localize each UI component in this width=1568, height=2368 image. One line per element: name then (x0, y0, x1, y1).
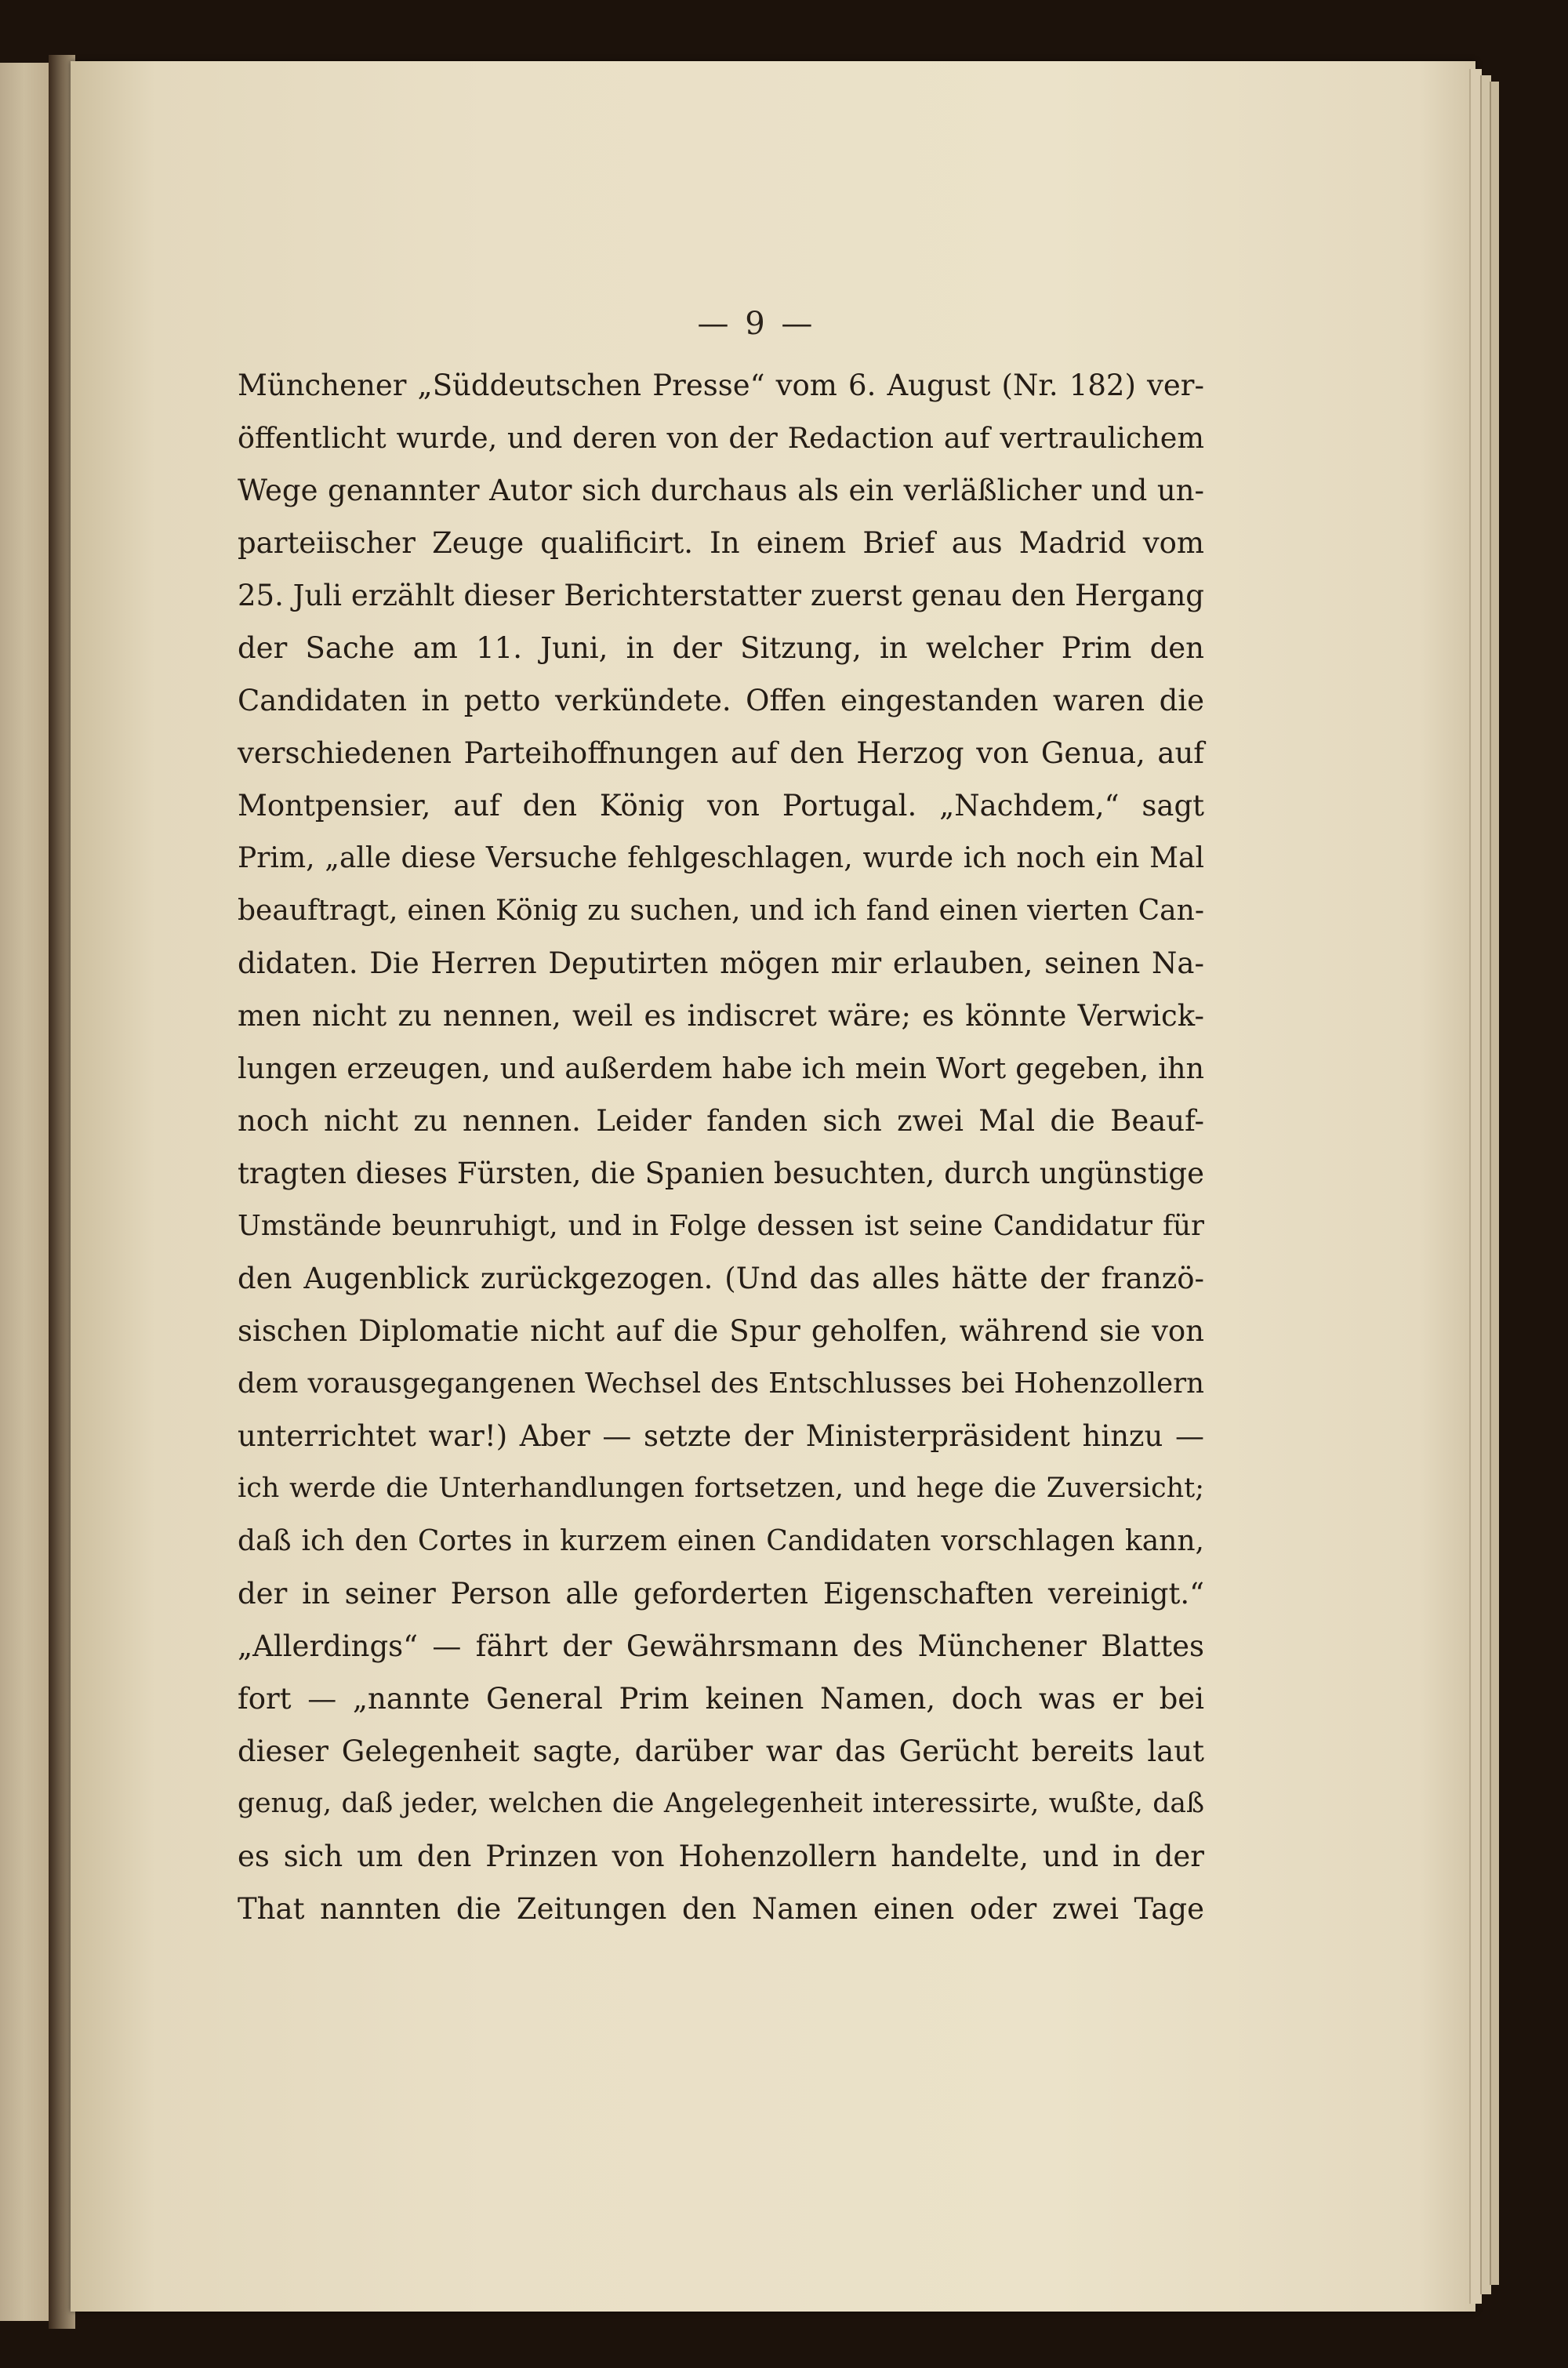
text-line: Wege genannter Autor sich durchaus als ein verläßlicher und un- (238, 474, 1204, 507)
text-line: der in seiner Person alle geforderten Eigenschaften vereinigt.“ (238, 1577, 1204, 1611)
text-line: sischen Diplomatie nicht auf die Spur geholfen, während sie von (238, 1314, 1204, 1348)
text-line: ich werde die Unterhandlungen fortsetzen, und hege die Zuversicht; (238, 1473, 1204, 1504)
text-line: fort — „nannte General Prim keinen Namen, doch was er bei (238, 1682, 1204, 1716)
text-line: parteiischer Zeuge qualificirt. In einem Brief aus Madrid vom (238, 526, 1204, 560)
text-line: unterrichtet war!) Aber — setzte der Ministerpräsident hinzu — (238, 1419, 1204, 1453)
text-line: tragten dieses Fürsten, die Spanien besuchten, durch ungünstige (238, 1157, 1204, 1190)
text-line: didaten. Die Herren Deputirten mögen mir erlauben, seinen Na- (238, 946, 1204, 980)
text-line: genug, daß jeder, welchen die Angelegenheit interessirte, wußte, daß (238, 1788, 1204, 1819)
text-line: daß ich den Cortes in kurzem einen Candidaten vorschlagen kann, (238, 1525, 1204, 1557)
text-line: es sich um den Prinzen von Hohenzollern handelte, und in der (238, 1840, 1204, 1873)
text-line: lungen erzeugen, und außerdem habe ich mein Wort gegeben, ihn (238, 1051, 1204, 1085)
text-line: Montpensier, auf den König von Portugal. „Nachdem,“ sagt (238, 789, 1204, 823)
text-line: verschiedenen Parteihoffnungen auf den Herzog von Genua, auf (238, 736, 1204, 770)
text-line: 25. Juli erzählt dieser Berichterstatter zuerst genau den Hergang (238, 579, 1204, 612)
text-line: That nannten die Zeitungen den Namen einen oder zwei Tage (238, 1892, 1204, 1926)
text-line: Prim, „alle diese Versuche fehlgeschlagen, wurde ich noch ein Mal (238, 842, 1204, 874)
text-line: Candidaten in petto verkündete. Offen eingestanden waren die (238, 684, 1204, 717)
body-text (238, 359, 1204, 1935)
page-number: — 9 — (697, 306, 816, 342)
text-line: men nicht zu nennen, weil es indiscret wäre; es könnte Verwick- (238, 999, 1204, 1033)
text-line: „Allerdings“ — fährt der Gewährsmann des Münchener Blattes (238, 1629, 1204, 1663)
text-line: noch nicht zu nennen. Leider fanden sich zwei Mal die Beauf- (238, 1104, 1204, 1138)
text-line: dieser Gelegenheit sagte, darüber war das Gerücht bereits laut (238, 1734, 1204, 1768)
text-line: Umstände beunruhigt, und in Folge dessen ist seine Candidatur für (238, 1210, 1204, 1242)
text-line: öffentlicht wurde, und deren von der Redaction auf vertraulichem (238, 421, 1204, 455)
text-line: den Augenblick zurückgezogen. (Und das alles hätte der franzö- (238, 1262, 1204, 1295)
previous-page-edge (0, 63, 49, 2321)
text-line: beauftragt, einen König zu suchen, und ich fand einen vierten Can- (238, 895, 1204, 927)
text-line: Münchener „Süddeutschen Presse“ vom 6. August (Nr. 182) ver- (238, 369, 1204, 402)
text-line: der Sache am 11. Juni, in der Sitzung, in welcher Prim den (238, 631, 1204, 665)
page-edge-leaf (1490, 82, 1499, 2285)
text-line: dem vorausgegangenen Wechsel des Entschlusses bei Hohenzollern (238, 1367, 1204, 1400)
